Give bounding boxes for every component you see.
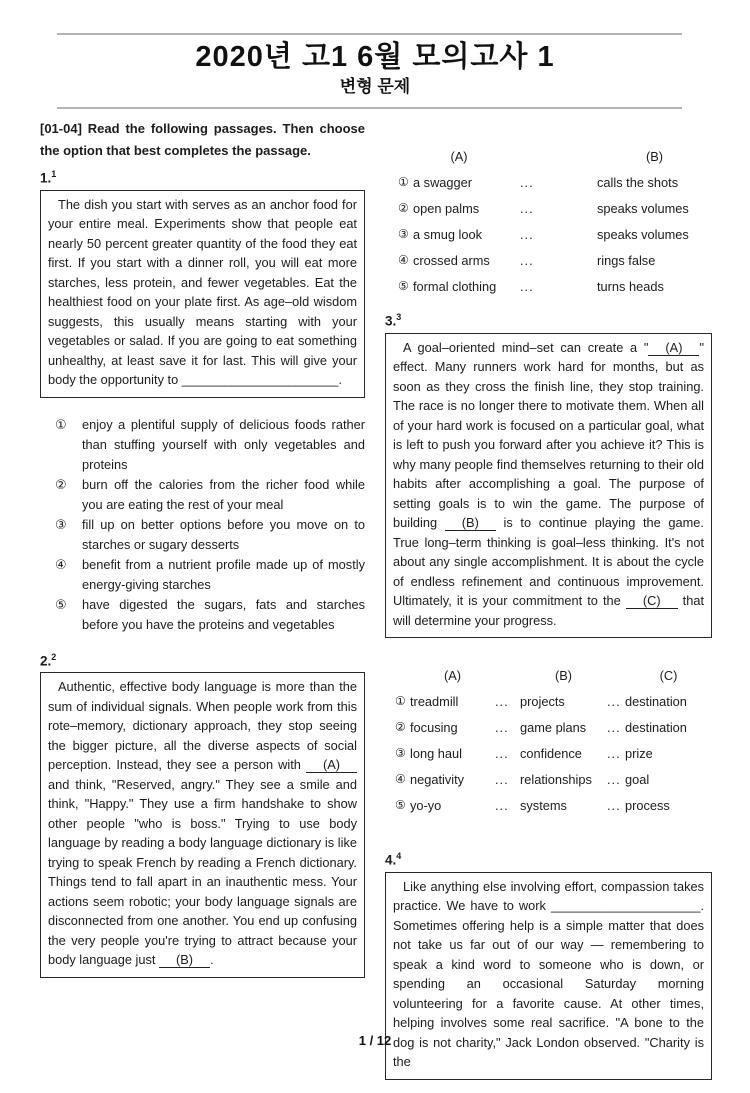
option-1: [40, 415, 365, 475]
q3-table-header: [385, 662, 712, 688]
q2-table-row: [385, 273, 712, 299]
q2-row4-a: crossed arms: [413, 252, 490, 268]
q3-col-a-header: (A): [443, 667, 462, 683]
q2-row4-dots: ...: [520, 252, 534, 268]
q2-col-a-header: (A): [450, 148, 468, 164]
q3-row2-c: destination: [625, 719, 687, 735]
q2-row5-number: ⑤: [398, 279, 409, 293]
page-number: 1 / 12: [358, 1033, 392, 1048]
header-rule-bottom: [57, 107, 682, 109]
option-2-text: burn off the calories from the richer food while you are eating the rest of your meal: [82, 476, 365, 512]
q3-row3-number: ③: [395, 746, 406, 760]
q3-row4-c: goal: [625, 771, 650, 787]
question-3-passage: [393, 338, 704, 631]
option-5-number: ⑤: [55, 596, 67, 612]
q2-row1-number: ①: [398, 175, 409, 189]
question-3-answer-table: [385, 662, 712, 818]
q2-row3-dots: ...: [520, 226, 534, 242]
q2-row2-a: open palms: [413, 200, 480, 216]
q2-row5-dots: ...: [520, 278, 534, 294]
question-1-passage-box: [40, 190, 365, 398]
q3-row1-c: destination: [625, 693, 687, 709]
q3-col-c-header: (C): [659, 667, 678, 683]
q2-row3-a: a smug look: [413, 226, 482, 242]
q2-row4-number: ④: [398, 253, 409, 267]
q3-row1-a: treadmill: [410, 693, 459, 709]
q2-table-header: [385, 143, 712, 169]
q3-row3-dots1: ...: [495, 745, 509, 761]
right-column: [385, 118, 712, 1080]
page-title: 2020년 고1 6월 모의고사 1: [195, 41, 555, 73]
q2-row3-number: ③: [398, 227, 409, 241]
q3-text-2: " effect. Many runners work hard for months, but as soon as they cross the finish line, they stop training. The race is no longer there to motivate them. When all of your hard work is focused on a particular goal, what is left to push you forward after you achieve it? This is why many people find themselves returning to their old habits after accomplishing a goal. The purpose of setting goals is to win the game. The purpose of building: [393, 339, 704, 530]
question-4-passage: Like anything else involving effort, compassion takes practice. We have to work _____________________. Sometimes offering help is a simple matter that does not take us far out of our way — remembering to speak a kind word to someone who is down, or spending an occasional Saturday morning volunteering for a favorite cause. At other times, helping involves some real sacrifice. "A bone to the dog is not charity," Jack London observed. "Charity is the: [393, 878, 704, 1069]
q3-row3-c: prize: [625, 745, 653, 761]
option-5-text: have digested the sugars, fats and starches before you have the proteins and vegetables: [82, 596, 365, 632]
question-3-number: [385, 308, 712, 331]
q2-table-row: [385, 195, 712, 221]
option-1-text: enjoy a plentiful supply of delicious foods rather than stuffing yourself with only vegetables and proteins: [82, 416, 365, 472]
q3-blank-a: (A): [648, 340, 699, 356]
option-2: [40, 475, 365, 515]
q3-table-row: [385, 740, 712, 766]
option-2-number: ②: [55, 476, 67, 492]
left-column: [40, 118, 365, 1080]
q2-row1-a: a swagger: [413, 174, 473, 190]
header-rule-top: [57, 33, 682, 35]
q3-row3-a: long haul: [410, 745, 462, 761]
section-instructions: [01-04] Read the following passages. Then choose the option that best completes the passage.: [40, 121, 365, 158]
q3-text-3: is to continue playing the game. True long–term thinking is goal–less thinking. It's not about any single accomplishment. It is about the cycle of endless refinement and continuous improvement. Ultimately, it is your commitment to the: [393, 515, 704, 608]
exam-page: [0, 33, 750, 1093]
q2-row2-number: ②: [398, 201, 409, 215]
q3-row1-dots2: ...: [607, 693, 621, 709]
question-2-footnote: 2: [51, 651, 57, 662]
question-2-answer-table: [385, 143, 712, 299]
q2-text-1: Authentic, effective body language is more than the sum of individual signals. When people work from this rote–memory, dictionary approach, they stop seeing the bigger picture, all the diverse aspects of social perception. Instead, they see a person with: [48, 679, 357, 772]
q2-text-2: and think, "Reserved, angry." They see a smile and think, "Happy." They use a firm handshake to show other people "who is boss." Trying to use body language by reading a body language dictionary is like trying to speak French by reading a French dictionary. Things tend to fall apart in an inauthentic mess. Your actions seem robotic; your body language signals are disconnected from one another. You end up confusing the very people you're trying to attract because your body language just: [48, 776, 357, 967]
question-2-passage-box: [40, 672, 365, 978]
question-4-label: 4.: [385, 852, 397, 868]
q3-text-4: that will determine your progress.: [393, 593, 705, 628]
option-1-number: ①: [55, 416, 67, 432]
question-2-label: 2.: [40, 653, 52, 668]
q3-row2-number: ②: [395, 720, 406, 734]
q3-row2-dots2: ...: [607, 719, 621, 735]
option-4-text: benefit from a nutrient profile made up of mostly energy-giving starches: [82, 556, 365, 592]
question-1-footnote: 1: [51, 169, 57, 179]
question-4-number: [385, 847, 712, 870]
q3-row1-number: ①: [395, 694, 406, 708]
option-4: [40, 555, 365, 595]
question-2-passage: [48, 677, 357, 970]
q3-row3-b: confidence: [520, 745, 582, 761]
q3-row2-dots1: ...: [495, 719, 509, 735]
q2-row3-b: speaks volumes: [597, 226, 689, 242]
q3-row4-number: ④: [395, 772, 406, 786]
q2-table-row: [385, 221, 712, 247]
q2-row5-b: turns heads: [597, 278, 664, 294]
q3-text-1: A goal–oriented mind–set can create a ": [403, 339, 649, 355]
q2-col-b-header: (B): [645, 148, 664, 164]
question-3-passage-box: [385, 333, 712, 639]
q3-row1-b: projects: [520, 693, 565, 709]
q3-row4-b: relationships: [520, 771, 592, 787]
q3-row2-b: game plans: [520, 719, 587, 735]
q2-text-3: .: [210, 952, 214, 967]
q3-row4-a: negativity: [410, 771, 465, 787]
option-3-number: ③: [55, 516, 67, 532]
q3-table-row: [385, 688, 712, 714]
two-column-body: [0, 118, 750, 1080]
q2-row2-b: speaks volumes: [597, 200, 689, 216]
question-4-footnote: 4: [396, 851, 402, 861]
q3-row5-a: yo-yo: [410, 797, 442, 813]
q3-table-row: [385, 792, 712, 818]
q2-row4-b: rings false: [597, 252, 656, 268]
q2-blank-a: (A): [306, 757, 357, 773]
option-4-number: ④: [55, 556, 67, 572]
q3-row4-dots1: ...: [495, 771, 509, 787]
q2-row1-b: calls the shots: [597, 174, 679, 190]
question-1-options: [40, 415, 365, 635]
option-3: [40, 515, 365, 555]
option-3-text: fill up on better options before you move on to starches or sugary desserts: [82, 516, 365, 552]
q2-table-row: [385, 169, 712, 195]
question-1-passage: The dish you start with serves as an anchor food for your entire meal. Experiments show that people eat nearly 50 percent greater quantity of the food they eat first. If you start with a dinner roll, you will eat more starches, less protein, and fewer vegetables. Eat the healthiest food on your plate first. As age–old wisdom suggests, this usually means starting with your vegetables or salad. If you are going to eat something unhealthy, at least save it for last. This will give your body the opportunity to ______________________.: [48, 196, 357, 387]
question-3-footnote: 3: [396, 312, 402, 322]
q3-blank-c: (C): [626, 593, 678, 609]
q3-table-row: [385, 714, 712, 740]
q3-row1-dots1: ...: [495, 693, 509, 709]
q2-row5-a: formal clothing: [413, 278, 497, 294]
question-1-number: [40, 165, 365, 188]
q3-col-b-header: (B): [554, 667, 573, 683]
q3-row5-c: process: [625, 797, 670, 813]
q2-table-row: [385, 247, 712, 273]
question-2-number: [40, 648, 365, 671]
question-1-label: 1.: [40, 170, 52, 186]
q2-blank-b: (B): [159, 952, 210, 968]
q3-row4-dots2: ...: [607, 771, 621, 787]
q3-row5-b: systems: [520, 797, 567, 813]
q3-row2-a: focusing: [410, 719, 458, 735]
q2-row2-dots: ...: [520, 200, 534, 216]
q3-row5-dots2: ...: [607, 797, 621, 813]
option-5: [40, 595, 365, 635]
q3-row5-number: ⑤: [395, 798, 406, 812]
page-subtitle: 변형 문제: [339, 77, 411, 96]
q3-row5-dots1: ...: [495, 797, 509, 813]
question-3-label: 3.: [385, 313, 397, 329]
q3-row3-dots2: ...: [607, 745, 621, 761]
q3-blank-b: (B): [445, 515, 496, 531]
q3-table-row: [385, 766, 712, 792]
question-4-passage-box: [385, 872, 712, 1080]
q2-row1-dots: ...: [520, 174, 534, 190]
